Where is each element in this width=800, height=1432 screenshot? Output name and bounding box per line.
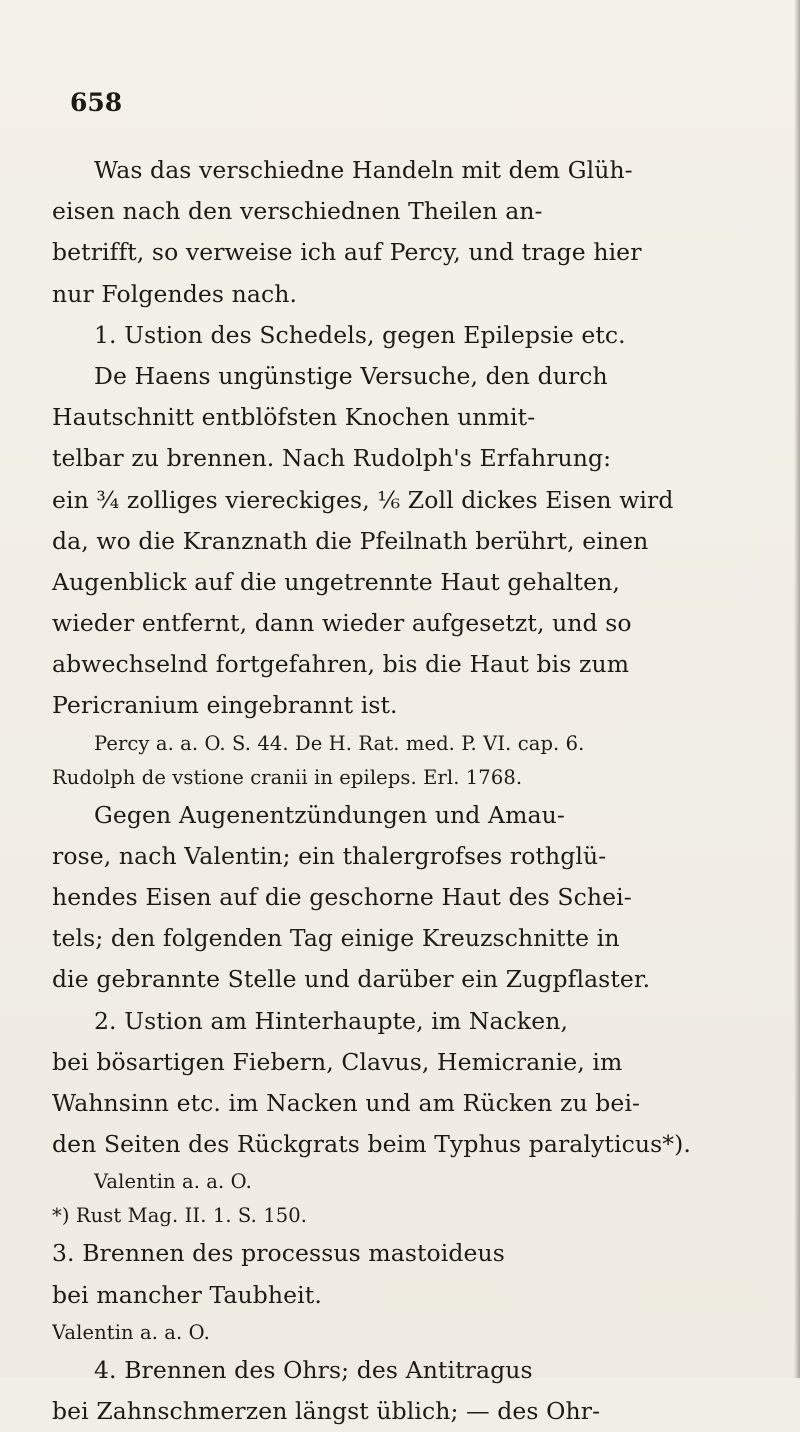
text-line: den Seiten des Rückgrats beim Typhus paralyticus*). — [52, 1130, 691, 1159]
text-line: abwechselnd fortgefahren, bis die Haut bis zum — [52, 650, 630, 679]
text-line: nur Folgendes nach. — [52, 279, 298, 308]
section-heading-1: 1. Ustion des Schedels, gegen Epilepsie etc. — [94, 320, 626, 349]
main-text — [52, 150, 772, 1432]
text-line: da, wo die Kranznath die Pfeilnath berührt, einen — [52, 526, 649, 555]
text-line: Gegen Augenentzündungen und Amau- — [94, 800, 565, 829]
text-line: telbar zu brennen. Nach Rudolph's Erfahrung: — [52, 444, 612, 473]
text-line: ein ¾ zolliges viereckiges, ⅙ Zoll dickes Eisen wird — [52, 485, 674, 514]
section-heading-4: 4. Brennen des Ohrs; des Antitragus — [94, 1355, 533, 1384]
text-line: Wahnsinn etc. im Nacken und am Rücken zu bei- — [52, 1088, 641, 1117]
text-line: Pericranium eingebrannt ist. — [52, 691, 398, 720]
page-edge-shadow — [794, 0, 800, 1378]
text-line: Was das verschiedne Handeln mit dem Glüh- — [94, 156, 633, 184]
text-line: De Haens ungünstige Versuche, den durch — [94, 361, 608, 390]
text-line: rose, nach Valentin; ein thalergrofses rothglü- — [52, 841, 607, 870]
text-line: Augenblick auf die ungetrennte Haut gehalten, — [52, 567, 620, 596]
text-line: bei bösartigen Fiebern, Clavus, Hemicranie, im — [52, 1047, 623, 1076]
text-line: bei Zahnschmerzen längst üblich; — des Ohr- — [52, 1396, 601, 1425]
text-line: bei mancher Taubheit. — [52, 1280, 322, 1309]
footnote: *) Rust Mag. II. 1. S. 150. — [52, 1204, 308, 1228]
text-line: hendes Eisen auf die geschorne Haut des Schei- — [52, 883, 632, 911]
citation-line: Rudolph de vstione cranii in epileps. Erl. 1768. — [52, 765, 523, 789]
page-number: 658 — [70, 88, 123, 117]
text-line: betrifft, so verweise ich auf Percy, und trage hier — [52, 238, 642, 267]
text-line: wieder entfernt, dann wieder aufgesetzt, und so — [52, 609, 632, 638]
section-heading-2: 2. Ustion am Hinterhaupte, im Nacken, — [94, 1006, 569, 1035]
text-line: Hautschnitt entblöfsten Knochen unmit- — [52, 403, 536, 432]
section-heading-3: 3. Brennen des processus mastoideus — [52, 1239, 505, 1268]
text-line: tels; den folgenden Tag einige Kreuzschnitte in — [52, 924, 620, 953]
citation-line: Valentin a. a. O. — [94, 1170, 252, 1194]
citation-line: Valentin a. a. O. — [52, 1320, 210, 1344]
text-line: eisen nach den verschiednen Theilen an- — [52, 197, 543, 226]
citation-line: Percy a. a. O. S. 44. De H. Rat. med. P. VI. cap. 6. — [94, 731, 585, 755]
text-line: die gebrannte Stelle und darüber ein Zugpflaster. — [52, 965, 651, 994]
